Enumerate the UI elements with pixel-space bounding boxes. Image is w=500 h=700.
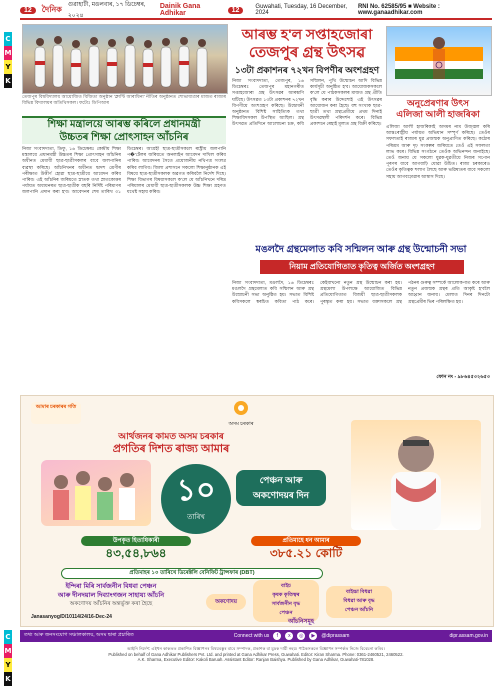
chief-minister-photo <box>351 420 481 530</box>
rni-website: RNI No. 62585/95 ■ Website : www.ganaadhikar.com <box>357 4 440 16</box>
widow-line1: ইন্দিৰা মিৰি সাৰ্বজনীন বিধবা পেঞ্চন <box>65 583 157 590</box>
right-line3: পেঞ্চন আঁচনি <box>344 607 374 613</box>
center-line1: বাইচ <box>281 583 291 589</box>
page-number-right: 12 <box>228 7 244 14</box>
connect-label: Connect with us <box>233 633 270 639</box>
amount-label: প্ৰতিমাহে ধন আমাৰ <box>251 536 361 546</box>
cmyk-marks-bottom <box>4 630 12 686</box>
story3-headline-line1: অনুপ্ৰেৰণাৰ উৎস <box>407 98 469 108</box>
masthead: দৈনিক <box>41 4 62 14</box>
story2-headline <box>22 116 226 144</box>
cmyk-c: C <box>4 630 12 644</box>
ad-signoff: আঁচনিসমূহ <box>288 619 314 625</box>
right-line2: বিধৱা আৰু বৃদ্ধ <box>343 598 375 604</box>
cmyk-k: K <box>4 672 12 686</box>
widow-scheme-note <box>31 582 191 608</box>
cmyk-c: C <box>4 32 12 46</box>
cmyk-m: M <box>4 644 12 658</box>
scheme-logo: আমাৰ চৰকাৰৰ গতি <box>31 402 81 424</box>
govt-advertisement <box>20 395 494 627</box>
center-line2: কৃষক কৃতিত্বৰ <box>272 592 300 598</box>
imprint-line <box>20 646 492 663</box>
story1-subhead: ১৩টা প্ৰকাশনৰ ৭২খন বিপণীৰ অংশগ্ৰহণ <box>234 65 380 75</box>
paper-name: Dainik Gana Adhikar <box>159 3 201 17</box>
widow-line2: আৰু দীনদয়াল দিব্যাংগজন সাহায্য আঁচনি <box>57 592 165 599</box>
story1-photo <box>22 24 228 94</box>
cmyk-marks-top <box>4 32 12 88</box>
emblem-icon <box>233 400 249 416</box>
story3-headline-line2: এলিজা আলী হাজৰিকা <box>396 109 480 119</box>
cmyk-y: Y <box>4 658 12 672</box>
story4-headline-text: মঙলদৈ গ্ৰন্থমেলাত কবি সন্মিলন আৰু গ্ৰন্থ উন্মোচনী সভা <box>255 244 467 255</box>
scheme-pill-left: অকণোদয় <box>206 594 246 610</box>
amount-value: ৩৮৫.২১ কোটি <box>269 546 343 560</box>
beneficiaries-photo <box>41 460 151 526</box>
story3-byline: ফোন নং - ৯৮৬৪৫৩২৬৫৩ <box>436 374 490 380</box>
story1-headline-line1: আৰম্ভ হ'ল সপ্তাহজোৰা <box>241 26 373 42</box>
ad-banner-line1: আৰ্থজনৰ কামত অসম চৰকাৰ <box>118 431 224 441</box>
website-link[interactable]: dipr.assam.gov.in <box>449 633 488 639</box>
story2-headline-line2: উচ্চতৰ শিক্ষা প্ৰোৎসাহন আঁচনিৰ <box>59 132 189 143</box>
ad-footer-bar <box>20 630 492 642</box>
beneficiaries-value: ৪৩,৫৪,৮৬৪ <box>105 546 167 560</box>
x-icon[interactable]: x <box>285 632 293 640</box>
story3-photo <box>386 26 492 96</box>
youtube-icon[interactable]: ▶ <box>309 632 317 640</box>
dbt-line: প্ৰতিমাহৰ ১০ তাৰিখে ডিৰেক্টলি বেনিফিট ট্ৰান্সফাৰ (DBT) <box>61 568 323 579</box>
procession-photo <box>23 25 227 93</box>
facebook-icon[interactable]: f <box>273 632 281 640</box>
govt-logo-text: অসম চৰকাৰ <box>228 421 254 427</box>
story1-headline <box>232 26 382 76</box>
social-links <box>234 632 350 640</box>
imprint-line2: Published on behalf of Gana Adhikar Publishers Pvt. Ltd. and printed at Gana Adhikar Press, Guwahati. Editor: Kiran Sharma. Phone: 0361-2460521, 2460522. <box>108 651 404 657</box>
cmyk-k: K <box>4 74 12 88</box>
widow-line3: অকণোদয় আঁচনিৰ অন্তৰ্ভুক্ত কৰা হৈছে <box>69 601 153 607</box>
imprint-line1: আইনি নিৰ্দেশ: এইখন কাকতত প্ৰকাশিত বিজ্ঞাপনৰ বিষয়বস্তুৰ বাবে সম্পাদক, প্ৰকাশক বা মুদ্ৰক দায়ী নহয়। পাঠকসকলে বিজ্ঞাপন সম্পৰ্কত নিজে বিবেচনা কৰিব। <box>127 646 385 651</box>
ad-banner <box>61 430 281 456</box>
story4-subhead: নিয়াম প্ৰতিযোগিতাত কৃতিত্ব অৰ্জিত অংশগ্ৰহণ <box>260 260 464 274</box>
imprint-line3: A.K. Sharma, Executive Editor: Kakoli Baruah. Assistant Editor: Ranjan Baishya. Published by Gana Adhikar, Guwahati-781028. <box>137 657 375 663</box>
header-date-assamese: গুৱাহাটী, মঙলবাৰ, ১৭ ডিচেম্বৰ, ২০২৪ <box>67 2 146 19</box>
cmyk-m: M <box>4 46 12 60</box>
story4-body: নিজা সংবাদদাতা, মঙলদৈ, ১৬ ডিচেম্বৰঃ মঙলদৈ গ্ৰন্থমেলাত কবি সন্মিলন আৰু গ্ৰন্থ উন্মোচনী সভা অনুষ্ঠিত হয়। সভাত বিশিষ্ট কবিসকলে স্বৰচিত কবিতা পাঠ কৰে। কেইবাখনো নতুন গ্ৰন্থ উন্মোচন কৰা হয়। গ্ৰন্থমেলা উপলক্ষে আয়োজিত বিভিন্ন প্ৰতিযোগিতাত বিজয়ী ছাত্ৰ-ছাত্ৰীসকলক পুৰস্কৃত কৰা হয়। সভাত বক্তাসকলে গ্ৰন্থ পঠনৰ গুৰুত্ব সম্পৰ্কে আলোকপাত কৰে আৰু নতুন প্ৰজন্মক গ্ৰন্থৰ প্ৰতি আকৃষ্ট হ'বলৈ আহ্বান জনায়। মেলাত দিনৰ দিনটো গ্ৰন্থপ্ৰেমীৰ ভিৰ পৰিলক্ষিত হয়। <box>232 280 490 304</box>
story3-body: এলিজা আলী হাজৰিকাই অসমৰ নাম উজ্জ্বল কৰি আন্তঃৰাষ্ট্ৰীয় পৰ্যায়ত অভিযান সম্পূৰ্ণ কৰিছে। তেওঁৰ সফলতাই ৰাজ্যৰ যুৱ প্ৰজন্মক অনুপ্ৰাণিত কৰিছে। কঠোৰ পৰিশ্ৰম আৰু দৃঢ় সংকল্পৰ জৰিয়তে তেওঁ এই সফলতা লাভ কৰে। বিভিন্ন সংগঠনে তেওঁক অভিনন্দন জনাইছে। তেওঁ জনায় যে সকলো যুৱক-যুৱতীয়ে নিজৰ সপোন পূৰণৰ বাবে আগবাঢ়ি যোৱা উচিত। ৰাজ্য চৰকাৰেও তেওঁৰ কৃতিত্বক শলাগ লৈছে আৰু ভৱিষ্যতৰ বাবে সকলো সহায় আগবঢ়োৱাৰ আশ্বাস দিছে। <box>386 124 490 179</box>
story1-photo-caption: তেজপুৰ বিশ্ববিদ্যালয় আয়োজিত বিজিতা অনুষ্ঠান 'ক্লাণ্টি আৰাধিনা' নীতিৰ অনুষ্ঠানত শোভাযাত্ৰাৰ মাজত ৰাজ্যৰ বিভিন্ন বিদ্যালয়ৰ অতিথিসকল। ফটোঃ ডিপিআৰ <box>22 94 226 106</box>
story4-headline <box>232 244 490 256</box>
page-number: 12 <box>20 7 36 14</box>
big-date-number: ১০ <box>176 474 216 507</box>
scheme-pill-right <box>326 586 392 618</box>
right-line1: বাইচ্চা বিধৱা <box>345 589 373 595</box>
pension-line1: পেঞ্চন আৰু <box>259 475 303 485</box>
story3-headline <box>386 98 490 120</box>
pension-line2: অকণোদয়ৰ দিন <box>252 490 310 500</box>
instagram-icon[interactable]: ◎ <box>299 633 304 639</box>
amount-stat <box>251 536 361 561</box>
page-header <box>20 2 492 20</box>
center-line4: পেঞ্চন <box>279 610 293 616</box>
header-date-english: Guwahati, Tuesday, 16 December, 2024 <box>255 4 348 16</box>
story2-headline-line1: শিক্ষা মন্ত্ৰালয়ে আৰম্ভ কৰিলে প্ৰধানমন্ত্ৰী <box>47 119 201 130</box>
story1-body: নিজা সংবাদদাতা, তেজপুৰ, ১৬ ডিচেম্বৰঃ তেজপুৰ মহানগৰীত সপ্তাহজোৰা গ্ৰন্থ উৎসৱৰ আৰম্ভণি ঘটিছে। উৎসৱত ১৩টা প্ৰকাশনৰ ৭২খন বিপণীয়ে অংশগ্ৰহণ কৰিছে। উদ্বোধনী অনুষ্ঠানত বিশিষ্ট সাহিত্যিক তথা শিক্ষাবিদসকল উপস্থিত আছিল। গ্ৰন্থ উৎসৱত প্ৰতিদিনে আলোচনা চক্ৰ, কবি সন্মিলন, পুথি উন্মোচন আদি বিভিন্ন কাৰ্যসূচী অনুষ্ঠিত হ'ব। আয়োজকসকলে ক'লে যে পাঠকসকলৰ মাজত গ্ৰন্থ প্ৰীতি বৃদ্ধি কৰাৰ উদ্দেশ্যেই এই উৎসৱৰ আয়োজন কৰা হৈছে। বহু সংখ্যক ছাত্ৰ-ছাত্ৰী তথা গ্ৰন্থপ্ৰেমীয়ে প্ৰথম দিনাই উৎসৱস্থলী পৰিদৰ্শন কৰে। বিভিন্ন প্ৰকাশনে ৰেহাই মূল্যত গ্ৰন্থ বিক্ৰী কৰিছে। <box>232 78 382 127</box>
people-photo <box>41 460 151 526</box>
date-word: তাৰিখ <box>187 514 205 521</box>
beneficiaries-label: উপকৃত হিতাধিকাৰী <box>81 536 191 546</box>
ad-code: Janasanyog/D/10114/24/16-Dec-24 <box>31 614 112 620</box>
story1-headline-line2: তেজপুৰ গ্ৰন্থ উৎসৱ <box>248 44 366 61</box>
govt-emblem <box>221 400 261 429</box>
ad-banner-line2: প্ৰগতিৰ দিশত ৰাজ্য আমাৰ <box>112 443 230 455</box>
pension-day-pill <box>236 470 326 506</box>
social-handle[interactable]: @diprassam <box>321 633 350 639</box>
center-line3: সাৰ্বজনীন বৃদ্ধ <box>271 601 301 607</box>
beneficiaries-stat <box>81 536 191 561</box>
date-circle <box>161 464 231 534</box>
story2-body: নিজা সংবাদদাতা, ডিফু, ১৬ ডিচেম্বৰঃ কেন্দ্ৰীয় শিক্ষা মন্ত্ৰালয়ে প্ৰধানমন্ত্ৰী উচ্চতৰ শিক্ষা প্ৰোৎসাহন আঁচনিৰ অধীনত মেধাবী ছাত্ৰ-ছাত্ৰীসকলৰ বাবে জলপানিৰ ব্যৱস্থা কৰিছে। আঁচনিখনৰ অধীনত দ্বাদশ শ্ৰেণীৰ পৰীক্ষাত উত্তীৰ্ণ হোৱা ছাত্ৰ-ছাত্ৰীয়ে আবেদন কৰিব পাৰিব। এই আঁচনিৰ জৰিয়তে স্নাতক তথা স্নাতকোত্তৰ পৰ্যায়ত অধ্যয়নৰত ছাত্ৰ-ছাত্ৰীক বছৰি নিৰ্দিষ্ট পৰিমাণৰ জলপানি প্ৰদান কৰা হ'ব। আবেদনৰ শেষ তাৰিখ ৩১ ডিচেম্বৰ। আগ্ৰহী ছাত্ৰ-ছাত্ৰীসকলে ৰাষ্ট্ৰীয় জলপানি প�'ৰ্টেলৰ জৰিয়তে অনলাইন আবেদন দাখিল কৰিব পাৰিব। আবেদনৰ সৈতে প্ৰয়োজনীয় নথিপত্ৰ সংলগ্ন কৰিব লাগিব। জিলা প্ৰশাসনে সকলো শিক্ষানুষ্ঠানক এই বিষয়ে ছাত্ৰ-ছাত্ৰীসকলক অৱগত কৰিবলৈ নিৰ্দেশ দিছে। শিক্ষা বিভাগৰ বিষয়াসকলে ক'লে যে আঁচনিখনে দৰিদ্ৰ পৰিয়ালৰ মেধাবী ছাত্ৰ-ছাত্ৰীসকলক উচ্চ শিক্ষা গ্ৰহণত যথেষ্ট সহায় কৰিব। <box>22 146 226 195</box>
footer-left: তথ্য আৰু জনসংযোগ সঞ্চালকালয়, অসম দ্বাৰা প্ৰচাৰিত <box>24 632 134 638</box>
flag-photo <box>387 27 491 95</box>
portrait-photo <box>351 420 481 530</box>
cmyk-y: Y <box>4 60 12 74</box>
